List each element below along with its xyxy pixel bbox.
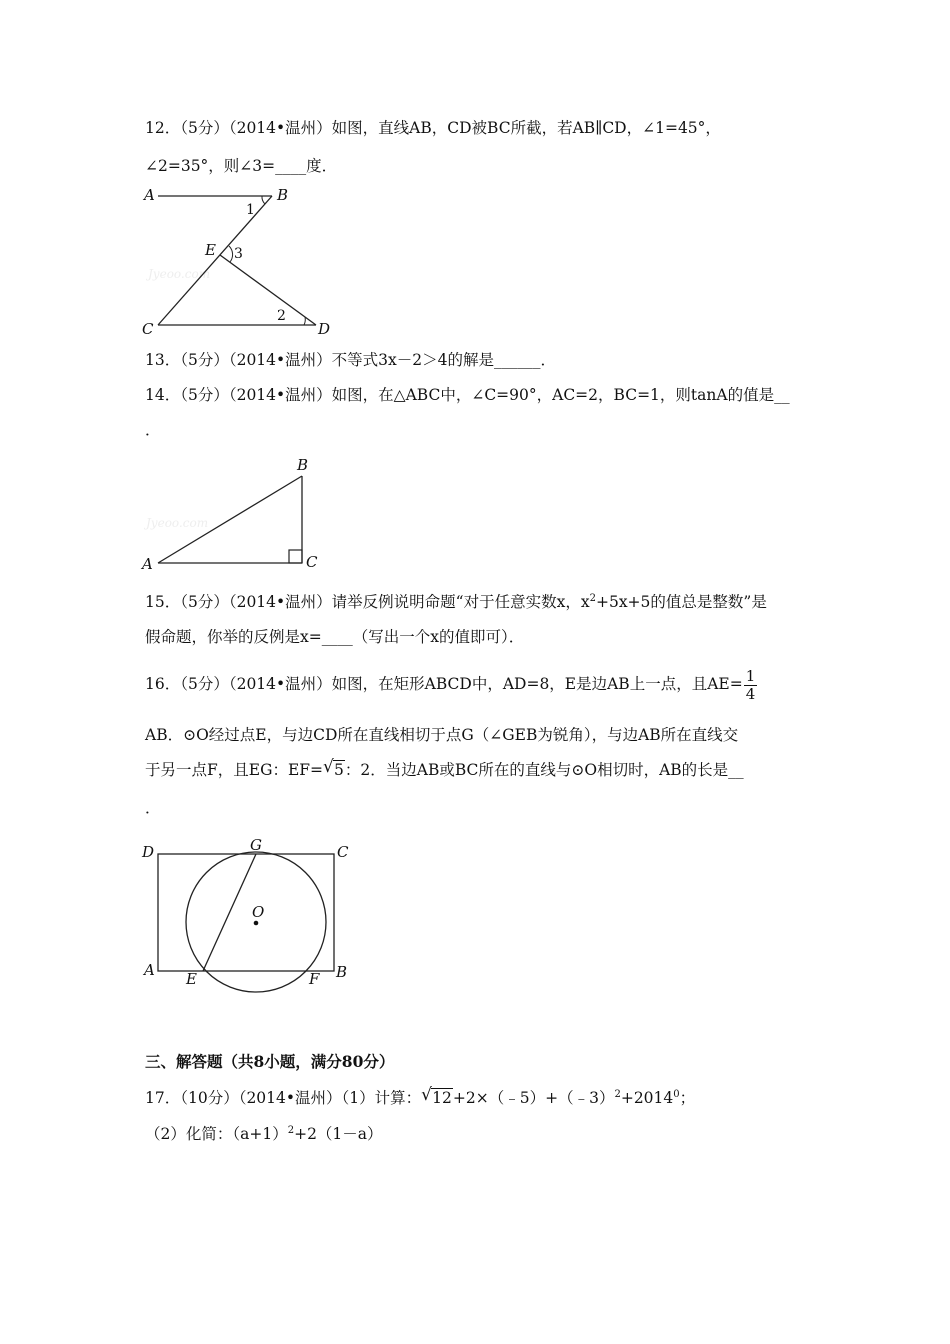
q17-text-a: 17．（10分）（2014•温州）（1）计算： [145, 1089, 422, 1107]
q16-label-b: B [336, 963, 348, 981]
q16-sqrt-arg: 5 [334, 761, 344, 779]
q16-segment-eg [203, 854, 256, 971]
q16-fraction [744, 668, 758, 703]
q16-line1 [145, 664, 757, 704]
q13-line1: 13．（5分）（2014•温州）不等式3x－2＞4的解是______． [145, 351, 557, 369]
q15-text-a: 15．（5分）（2014•温州）请举反例说明命题“对于任意实数x，x [145, 593, 590, 611]
q16-rectangle-abcd [158, 854, 334, 971]
q17-sqrt: √ 12 [421, 1085, 452, 1107]
q17-line2-text-b: +2（1－a） [294, 1125, 383, 1143]
q14-label-b: B [297, 456, 309, 474]
q16-label-o: O [252, 903, 265, 921]
q15-line1 [145, 592, 767, 612]
q16-label-a: A [144, 961, 155, 979]
q12-label-e: E [205, 241, 216, 259]
q16-fraction-numerator: 1 [745, 666, 756, 685]
q16-center-o-dot [254, 921, 259, 926]
q12-angle2-arc [304, 317, 305, 325]
q12-label-b: B [277, 186, 289, 204]
q15-text-b: +5x+5的值总是整数”是 [595, 593, 767, 611]
q12-figure [140, 182, 340, 342]
q14-label-c: C [306, 553, 318, 571]
q12-angle2-label: 2 [277, 308, 286, 324]
q12-angle1-label: 1 [246, 202, 255, 218]
q15-exponent: 2 [589, 592, 596, 604]
q16-sqrt: √ 5 [323, 757, 344, 779]
section3-heading: 三、解答题（共8小题，满分80分） [145, 1052, 395, 1071]
q17-sqrt-arg: 12 [432, 1089, 452, 1107]
q12-label-d: D [318, 320, 331, 338]
q16-label-c: C [337, 843, 349, 861]
q16-text-a: 于另一点F，且EG：EF= [145, 761, 324, 779]
q16-line2: AB．⊙O经过点E，与边CD所在直线相切于点G（∠GEB为锐角），与边AB所在直线交 [145, 726, 739, 744]
q17-text-c: +2014 [620, 1089, 674, 1107]
q17-line2-exponent: 2 [287, 1124, 295, 1136]
q14-watermark: Jyeoo.com [146, 516, 209, 530]
q16-figure [140, 835, 360, 1000]
q14-right-angle-mark [289, 550, 302, 563]
q16-text-b: ：2．当边AB或BC所在的直线与⊙O相切时，AB的长是__ [344, 761, 744, 779]
q17-exponent-1: 2 [614, 1088, 621, 1100]
q16-label-d: D [142, 843, 155, 861]
q12-angle3-label: 3 [234, 246, 243, 262]
q17-exponent-2: 0 [673, 1088, 680, 1100]
q14-line1: 14．（5分）（2014•温州）如图，在△ABC中，∠C=90°，AC=2，BC=1，则tanA的值是__ [145, 386, 790, 404]
q17-line1 [145, 1085, 696, 1108]
q14-figure [140, 455, 340, 575]
q12-angle3-arc [229, 246, 233, 262]
q12-line1: 12．（5分）（2014•温州）如图，直线AB，CD被BC所截，若AB∥CD，∠1=45°， [145, 119, 721, 137]
q14-label-a: A [142, 555, 153, 573]
q16-line4: ． [145, 799, 161, 817]
q12-label-c: C [142, 320, 154, 338]
q17-line2-text-a: （2）化简：（a+1） [145, 1125, 288, 1143]
q16-fraction-denominator: 4 [745, 684, 756, 703]
q12-label-a: A [144, 186, 155, 204]
q17-text-d: ； [679, 1089, 696, 1107]
q12-line2: ∠2=35°，则∠3=____度． [145, 157, 338, 175]
q12-line-ed [220, 255, 316, 325]
q16-line3 [145, 757, 744, 780]
q16-text: 16．（5分）（2014•温州）如图，在矩形ABCD中，AD=8，E是边AB上一点，且AE= [145, 675, 743, 693]
q12-watermark: Jyeoo.com [148, 267, 211, 281]
q16-label-g: G [250, 836, 262, 854]
q16-label-e: E [186, 970, 197, 988]
q15-line2: 假命题，你举的反例是x=____（写出一个x的值即可）． [145, 628, 525, 646]
q17-text-b: +2×（﹣5）+（﹣3） [452, 1089, 615, 1107]
q14-line2: ． [145, 421, 161, 439]
q16-label-f: F [309, 970, 320, 988]
q17-line2 [145, 1124, 383, 1144]
q12-angle1-arc [262, 196, 265, 204]
